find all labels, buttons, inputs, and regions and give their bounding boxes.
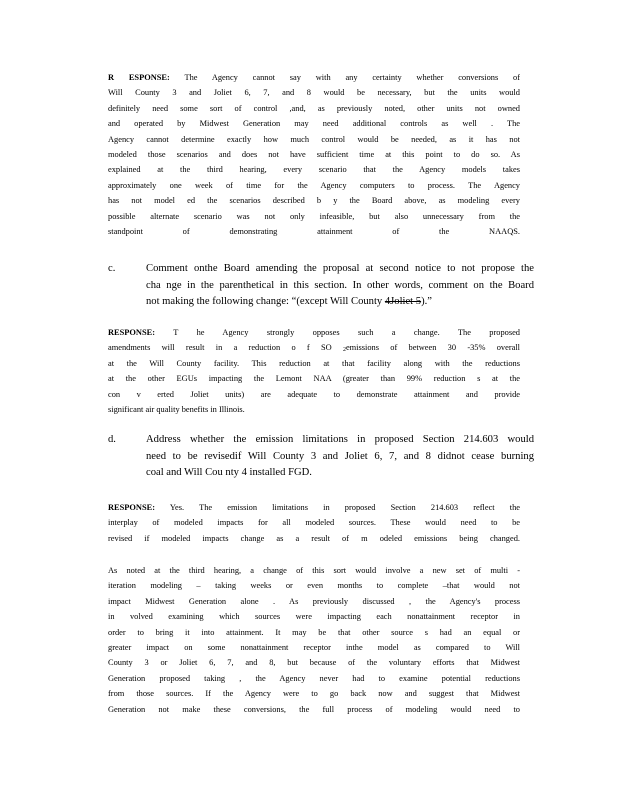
text-line: As noted at the third hearing, a change of this sort would involve a new set of multi -: [108, 566, 520, 575]
text-run: not making the following change: “(except Will County: [146, 296, 385, 307]
text-line: [108, 70, 520, 85]
text-run: The Agency cannot say with any certainty whether conversions of: [184, 73, 520, 82]
text-line: need to be revisedif Will County 3 and Joliet 6, 7, and 8 didnot cease burning: [146, 450, 534, 462]
text-run: amendments will result in a reduction o f SO: [108, 343, 343, 353]
text-line: approximately one week of time for the Agency computers to process. The Agency: [108, 180, 520, 190]
struck-text: 4Joliet 5: [384, 296, 422, 307]
text-line: [146, 294, 534, 311]
text-line: explained at the third hearing, every scenario that the Agency models takes: [108, 165, 520, 175]
text-line: Generation proposed taking , the Agency never had to examine potential reductions: [108, 673, 520, 683]
text-line: Address whether the emission limitations in proposed Section 214.603 would: [146, 434, 534, 445]
response-paragraph-3: [108, 500, 520, 546]
text-line: order to bring it into attainment. It may be that other source s had an equal or: [108, 627, 520, 637]
item-d-text: [146, 432, 534, 482]
text-run: emissions of between 30 -35% overall: [345, 343, 520, 353]
text-line: at the Will County facility. This reduction at that facility along with the reductions: [108, 358, 520, 368]
text-line: Generation not make these conversions, the full process of modeling would need to: [108, 704, 520, 714]
text-line: modeled those scenarios and does not have sufficient time at this point to do so. As: [108, 149, 520, 159]
text-line: cha nge in the parenthetical in this section. In other words, comment on the Board: [146, 279, 534, 291]
text-line: greater impact on some nonattainment receptor inthe model as compared to Will: [108, 642, 520, 652]
text-line: and operated by Midwest Generation may need additional controls as well . The: [108, 119, 520, 129]
text-line: in volved examining which sources were impacting each nonattainment receptor in: [108, 612, 520, 622]
text-line: [108, 500, 520, 515]
text-line: standpoint of demonstrating attainment of the NAAQS.: [108, 226, 520, 236]
text-line: at the other EGUs impacting the Lemont NAA (greater than 99% reduction s at the: [108, 374, 520, 384]
response-paragraph-2: [108, 325, 520, 417]
response-label: RESPONSE:: [108, 503, 156, 512]
text-run: Yes. The emission limitations in proposed Section 214.603 reflect the: [169, 503, 520, 512]
text-line: con v erted Joliet units) are adequate to demonstrate attainment and provide: [108, 389, 520, 399]
text-run: ).”: [421, 296, 432, 307]
item-letter-c: c.: [108, 263, 116, 274]
text-line: impact Midwest Generation alone . As previously discussed , the Agency's process: [108, 596, 520, 606]
text-line: has not model ed the scenarios described b y the Board above, as modeling every: [108, 196, 520, 206]
text-line: interplay of modeled impacts for all modeled sources. These would need to be: [108, 518, 520, 528]
text-line: iteration modeling – taking weeks or even months to complete –that would not: [108, 581, 520, 591]
text-line: coal and Will Cou nty 4 installed FGD.: [146, 467, 312, 478]
item-c-text: [146, 261, 534, 311]
text-line: definitely need some sort of control ,and, as previously noted, other units not owned: [108, 103, 520, 113]
text-line: revised if modeled impacts change as a result of m odeled emissions being changed.: [108, 533, 520, 543]
text-line: County 3 or Joliet 6, 7, and 8, but because of the voluntary efforts that Midwest: [108, 658, 520, 668]
text-line: [108, 325, 520, 340]
item-letter-d: d.: [108, 434, 116, 445]
response-paragraph-1: [108, 70, 520, 239]
subscript: 2: [342, 347, 346, 354]
response-label: RESPONSE:: [108, 328, 156, 337]
text-run: T he Agency strongly opposes such a change. The proposed: [173, 328, 520, 337]
text-line: Will County 3 and Joliet 6, 7, and 8 would be necessary, but the units would: [108, 88, 520, 98]
text-line: from those sources. If the Agency were to go back now and suggest that Midwest: [108, 689, 520, 699]
text-line: Agency cannot determine exactly how much control would be needed, as it has not: [108, 134, 520, 144]
body-paragraph-4: [108, 563, 520, 717]
text-line: [108, 340, 520, 355]
text-line: possible alternate scenario was not only infeasible, but also unnecessary from the: [108, 211, 520, 221]
response-label: R ESPONSE:: [108, 73, 170, 82]
text-line: Comment onthe Board amending the proposal at second notice to not propose the: [146, 263, 534, 274]
text-line: significant air quality benefits in Illinois.: [108, 404, 245, 414]
